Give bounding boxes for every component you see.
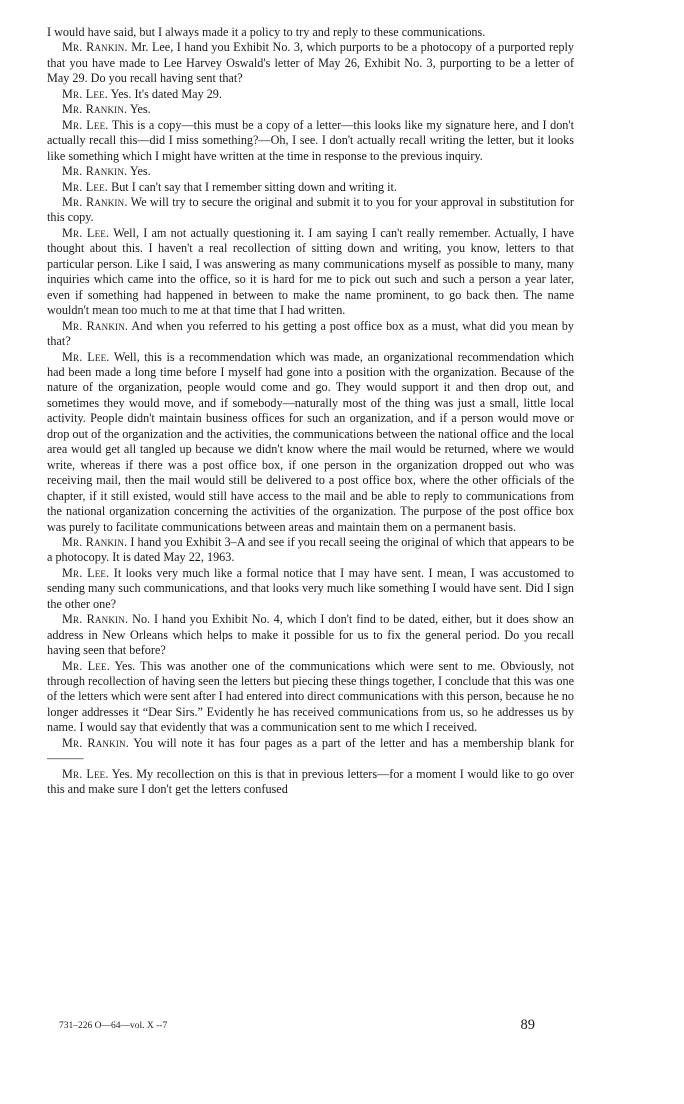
paragraph-6 [47, 180, 574, 195]
speaker-label: Mr. Rankin. [62, 735, 129, 750]
paragraph-text: But I can't say that I remember sitting down and writing it. [108, 179, 397, 194]
paragraph-text: No. I hand you Exhibit No. 4, which I don't find to be dated, either, but it does show an address in New Orleans which helps to make it possible for us to fix the general period. Do you recall having seen that before? [47, 612, 574, 658]
speaker-label: Mr. Rankin. [62, 102, 128, 117]
speaker-label: Mr. Rankin. [62, 318, 129, 333]
speaker-label: Mr. Rankin. [62, 40, 128, 55]
paragraph-text: This is a copy—this must be a copy of a letter—this looks like my signature here, and I don't actually recall this—did I miss something?—Oh, I see. I don't actually recall writing the letter, but it looks like something which I might have written at the time in response to the previous inquiry. [47, 117, 574, 163]
paragraph-text: And when you referred to his getting a post office box as a must, what did you mean by that? [47, 318, 574, 349]
paragraph-text: Well, I am not actually questioning it. I am saying I can't really remember. Actually, I have thought about this. I haven't a real recollection of sitting down and writing, you know, letters to that particular person. Like I said, I was answering as many communications myself as possible to many, many inquiries which came into the office, so it is hard for me to pick out such and such a person a year later, even if something had happened in between to make the name prominent, to go back then. The name wouldn't mean too much to me at that time that I had written. [47, 225, 574, 318]
paragraph-9 [47, 319, 574, 350]
paragraph-text: Mr. Lee, I hand you Exhibit No. 3, which purports to be a photocopy of a purported reply that you have made to Lee Harvey Oswald's letter of May 26, Exhibit No. 3, purporting to be a letter of May 29. Do you recall having sent that? [47, 40, 574, 86]
paragraph-text: Yes. This was another one of the communications which were sent to me. Obviously, not through recollection of having seen the letters but piecing these things together, I conclude that this was one of the letters which were sent after I had entered into direct communications with this person, because he no longer addresses it “Dear Sirs.” Evidently he has received communications from us, so he addresses us by name. I would say that evidently that was a communication sent to me which I received. [47, 658, 574, 735]
paragraph-3 [47, 102, 574, 117]
paragraph-0 [47, 25, 574, 40]
paragraph-14 [47, 659, 574, 736]
paragraph-16 [47, 767, 574, 798]
speaker-label: Mr. Rankin. [62, 164, 128, 179]
paragraph-5 [47, 164, 574, 179]
paragraph-text: Yes. It's dated May 29. [108, 86, 222, 101]
paragraph-12 [47, 566, 574, 612]
speaker-label: Mr. Lee. [62, 225, 110, 240]
paragraph-7 [47, 195, 574, 226]
speaker-label: Mr. Lee. [62, 658, 110, 673]
speaker-label: Mr. Lee. [62, 86, 109, 101]
page-number: 89 [520, 1017, 535, 1033]
paragraph-13 [47, 612, 574, 658]
speaker-label: Mr. Rankin. [62, 534, 128, 549]
speaker-label: Mr. Lee. [62, 565, 110, 580]
paragraph-2 [47, 87, 574, 102]
paragraph-text: We will try to secure the original and submit it to you for your approval in substitution for this copy. [47, 194, 574, 225]
speaker-label: Mr. Lee. [62, 766, 109, 781]
paragraph-8 [47, 226, 574, 319]
paragraph-10 [47, 350, 574, 535]
speaker-label: Mr. Rankin. [62, 194, 128, 209]
speaker-label: Mr. Lee. [62, 179, 109, 194]
speaker-label: Mr. Lee. [62, 117, 109, 132]
paragraph-text: Yes. My recollection on this is that in previous letters—for a moment I would like to go over this and make sure I don't get the letters confused [47, 766, 574, 797]
paragraph-4 [47, 118, 574, 164]
print-code: 731–226 O—64—vol. X --7 [59, 1021, 168, 1031]
paragraph-text: I would have said, but I always made it a policy to try and reply to these communications. [47, 25, 486, 39]
paragraph-text: It looks very much like a formal notice that I may have sent. I mean, I was accustomed to sending many such communications, and that looks very much like something I would have sent. Did I sign the other one? [47, 565, 574, 611]
paragraph-1 [47, 40, 574, 86]
paragraph-text: Yes. [127, 164, 151, 179]
speaker-label: Mr. Lee. [62, 349, 110, 364]
paragraph-11 [47, 535, 574, 566]
transcript-body [47, 25, 574, 798]
paragraph-text: Well, this is a recommendation which was made, an organizational recommendation which had been made a long time before I myself had gone into a position with the organization. Because of the nature of the organization, people would come and go. They would support it and then drop out, and sometimes they would move, and if somebody—naturally most of the thing was just a small, little local activity. People didn't maintain business offices for such an organization, and if a person would move or drop out of the organization and the activities, the communications between the national office and the local area would get all tangled up because we didn't know where the mail would be returned, where we would write, whereas if there was a post office box, if one person in the organization dropped out who was receiving mail, then the mail would still be delivered to a post office box, where the other officials of the chapter, if it still existed, would still have access to the mail and be able to reply to communications from the national organization concerning the activities of the organization. The purpose of the post office box was purely to facilitate communications between areas and maintain them on a permanent basis. [47, 349, 574, 534]
paragraph-text: I hand you Exhibit 3–A and see if you recall seeing the original of which that appears to be a photocopy. It is dated May 22, 1963. [47, 534, 574, 565]
speaker-label: Mr. Rankin. [62, 612, 129, 627]
paragraph-text: Yes. [127, 102, 151, 117]
paragraph-15 [47, 736, 574, 767]
paragraph-text: You will note it has four pages as a part of the letter and has a membership blank for——— [47, 735, 575, 766]
